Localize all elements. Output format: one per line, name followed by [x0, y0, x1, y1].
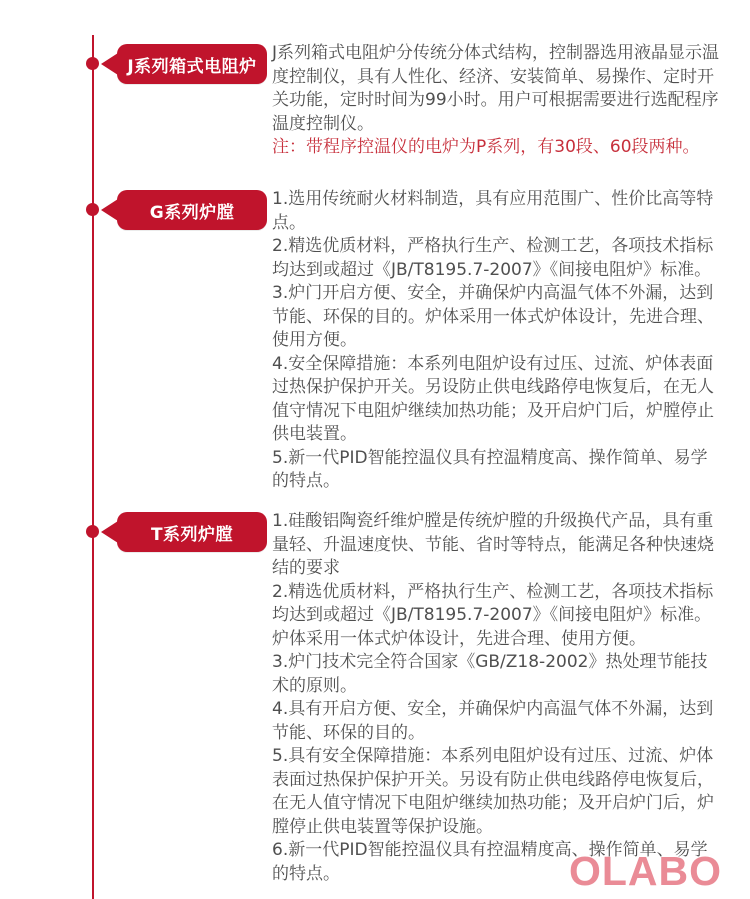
paragraph: 5.具有安全保障措施：本系列电阻炉设有过压、过流、炉体表面过热保护保护开关。另设有防止供电线路停电恢复后，在无人值守情况下电阻炉继续加热功能；及开启炉门后，炉膛停止供电装置等保护设施。 — [272, 746, 714, 837]
paragraph: 4.安全保障措施：本系列电阻炉设有过压、过流、炉体表面过热保护保护开关。另设防止供电线路停电恢复后，在无人值守情况下电阻炉继续加热功能；及开启炉门后，炉膛停止供电装置。 — [272, 353, 714, 444]
section-title: T系列炉膛 — [150, 524, 234, 545]
section-banner — [117, 190, 267, 230]
section-banner — [117, 44, 267, 84]
paragraph: 4.具有开启方便、安全，并确保炉内高温气体不外漏，达到节能、环保的目的。 — [272, 699, 714, 743]
paragraph: 2.精选优质材料，严格执行生产、检测工艺，各项技术指标均达到或超过《JB/T8195.7-2007》《间接电阻炉》标准。 — [272, 236, 714, 280]
section-body — [272, 42, 724, 160]
paragraph: 1.选用传统耐火材料制造，具有应用范围广、性价比高等特点。 — [272, 189, 714, 233]
timeline-line — [92, 35, 94, 899]
paragraph: 2.精选优质材料，严格执行生产、检测工艺，各项技术指标均达到或超过《JB/T8195.7-2007》《间接电阻炉》标准。炉体采用一体式炉体设计，先进合理、使用方便。 — [272, 581, 714, 649]
banner-arrow-left-icon — [101, 521, 118, 543]
section-banner — [117, 512, 267, 552]
section-title: G系列炉膛 — [149, 202, 235, 223]
paragraph: 3.炉门开启方便、安全，并确保炉内高温气体不外漏，达到节能、环保的目的。炉体采用一体式炉体设计，先进合理、使用方便。 — [272, 283, 714, 350]
paragraph: 注：带程序控温仪的电炉为P系列，有30段、60段两种。 — [272, 137, 700, 157]
banner-arrow-left-icon — [101, 53, 118, 75]
timeline-dot — [86, 203, 99, 216]
paragraph: 1.硅酸铝陶瓷纤维炉膛是传统炉膛的升级换代产品，具有重量轻、升温速度快、节能、省时等特点，能满足各种快速烧结的要求 — [272, 511, 714, 578]
paragraph: 3.炉门技术完全符合国家《GB/Z18-2002》热处理节能技术的原则。 — [272, 652, 708, 696]
banner-arrow-left-icon — [101, 199, 118, 221]
timeline-dot — [86, 57, 99, 70]
paragraph: 6.新一代PID智能控温仪具有控温精度高、操作简单、易学的特点。 — [272, 840, 708, 884]
section-body — [272, 510, 724, 886]
timeline-dot — [86, 525, 99, 538]
section-body — [272, 188, 724, 494]
paragraph: 5.新一代PID智能控温仪具有控温精度高、操作简单、易学的特点。 — [272, 447, 708, 491]
olabo-logo: OLABO — [568, 848, 722, 894]
paragraph: J系列箱式电阻炉分传统分体式结构，控制器选用液晶显示温度控制仪，具有人性化、经济、安装简单、易操作、定时开关功能，定时时间为99小时。用户可根据需要进行选配程序温度控制仪。 — [272, 43, 720, 134]
section-title: J系列箱式电阻炉 — [127, 56, 257, 77]
